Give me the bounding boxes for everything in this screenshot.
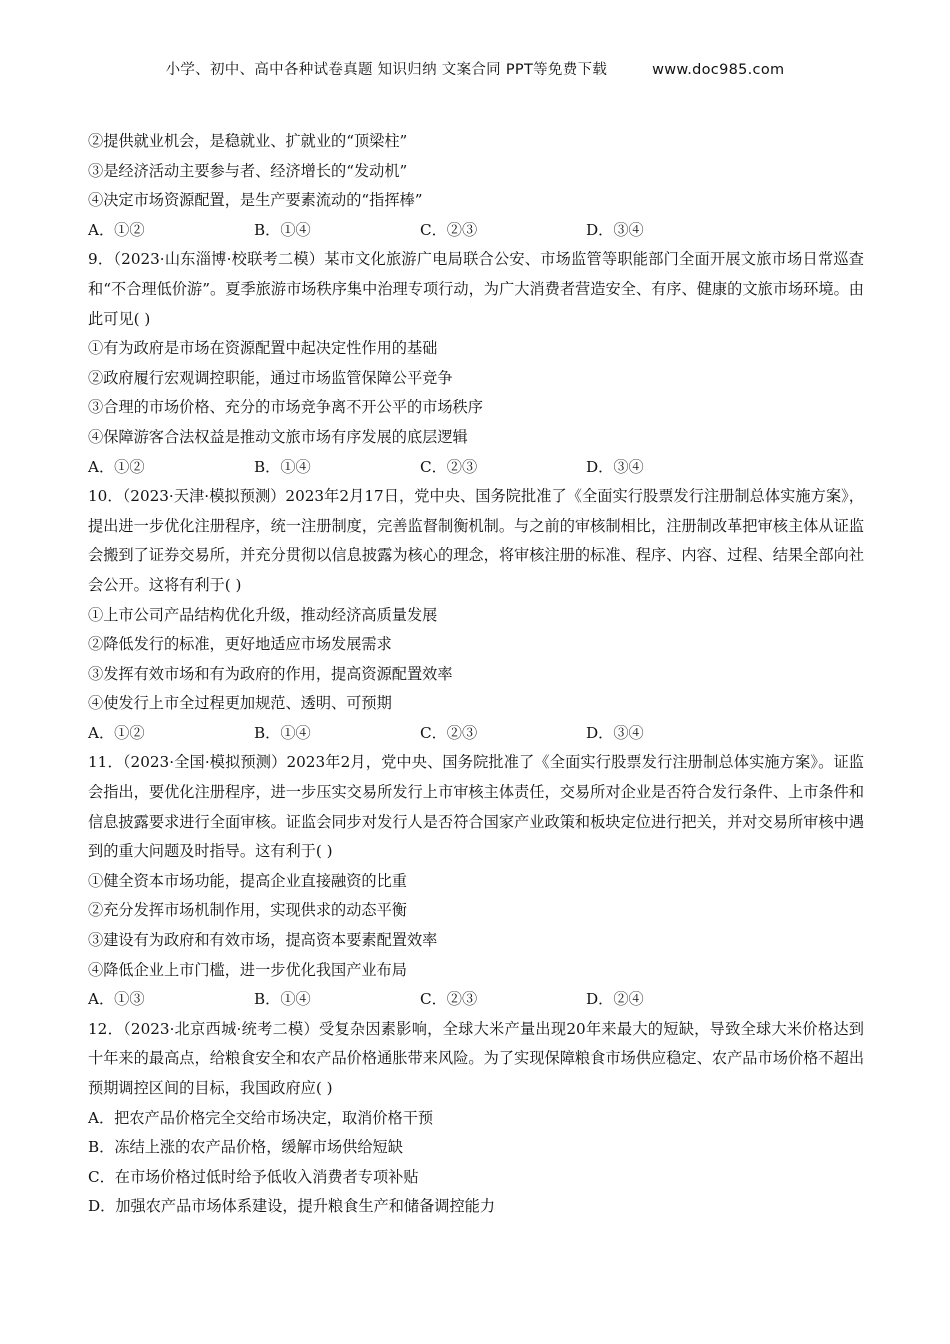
option-b: B．冻结上涨的农产品价格，缓解市场供给短缺 [88,1138,403,1157]
header-title: 小学、初中、高中各种试卷真题 知识归纳 文案合同 PPT等免费下载 [165,62,608,78]
statement: ④降低企业上市门槛，进一步优化我国产业布局 [88,960,407,979]
option-a: A．把农产品价格完全交给市场决定，取消价格干预 [88,1108,434,1127]
question-12-block [88,1015,864,1222]
question-9-block [88,245,864,482]
question-stem: 9．（2023·山东淄博·校联考二模）某市文化旅游广电局联合公安、市场监管等职能部门全面开展文旅市场日常巡查和“不合理低价游”。夏季旅游市场秩序集中治理专项行动，为广大消费者营造安全、有序、健康的文旅市场环境。由此可见( ) [88,250,864,328]
option-a: A．①② [88,723,145,742]
option-a: A．①③ [88,990,145,1009]
question-stem: 10．（2023·天津·模拟预测）2023年2月17日，党中央、国务院批准了《全面实行股票发行注册制总体实施方案》，提出进一步优化注册程序，统一注册制度，完善监督制衡机制。与之前的审核制相比，注册制改革把审核主体从证监会搬到了证券交易所，并充分贯彻以信息披露为核心的理念，将审核注册的标准、程序、内容、过程、结果全部向社会公开。这将有利于( ) [88,487,864,594]
question-stem: 12．（2023·北京西城·统考二模）受复杂因素影响，全球大米产量出现20年来最大的短缺，导致全球大米价格达到十年来的最高点，给粮食安全和农产品价格通胀带来风险。为了实现保障粮食市场供应稳定、农产品市场价格不超出预期调控区间的目标，我国政府应( ) [88,1019,864,1097]
question-11-block [88,748,864,1014]
statement: ④保障游客合法权益是推动文旅市场有序发展的底层逻辑 [88,427,468,446]
option-d: D．③④ [586,220,644,239]
option-a: A．①② [88,220,145,239]
question-stem: 11．（2023·全国·模拟预测）2023年2月，党中央、国务院批准了《全面实行股票发行注册制总体实施方案》。证监会指出，要优化注册程序，进一步压实交易所发行上市审核主体责任，交易所对企业是否符合发行条件、上市条件和信息披露要求进行全面审核。证监会同步对发行人是否符合国家产业政策和板块定位进行把关，并对交易所审核中遇到的重大问题及时指导。这有利于( ) [88,753,864,861]
statement: ②政府履行宏观调控职能，通过市场监管保障公平竞争 [88,368,453,387]
option-c: C．②③ [420,220,478,239]
answer-options [88,453,864,483]
answer-options [88,985,864,1015]
statement: ③建设有为政府和有效市场，提高资本要素配置效率 [88,931,438,950]
option-c: C．②③ [420,457,478,476]
page-header [0,58,950,79]
statement: ③发挥有效市场和有为政府的作用，提高资源配置效率 [88,664,453,683]
statement: ②降低发行的标准，更好地适应市场发展需求 [88,635,392,654]
header-url[interactable]: www.doc985.com [652,62,785,78]
option-b: B．①④ [254,990,311,1009]
statement: ②充分发挥市场机制作用，实现供求的动态平衡 [88,901,407,920]
statement: ①有为政府是市场在资源配置中起决定性作用的基础 [88,339,438,358]
statement: ②提供就业机会，是稳就业、扩就业的“顶梁柱” [88,132,408,150]
statement: ④决定市场资源配置，是生产要素流动的“指挥棒” [88,191,423,210]
answer-options [88,719,864,749]
question-8-block [88,127,864,245]
option-d: D．加强农产品市场体系建设，提升粮食生产和储备调控能力 [88,1197,496,1216]
question-content [88,127,864,1222]
option-c: C．②③ [420,990,478,1009]
option-b: B．①④ [254,723,311,742]
question-10-block [88,482,864,748]
statement: ③合理的市场价格、充分的市场竞争离不开公平的市场秩序 [88,398,483,417]
answer-options [88,216,864,246]
option-c: C．在市场价格过低时给予低收入消费者专项补贴 [88,1167,419,1186]
statement: ①健全资本市场功能，提高企业直接融资的比重 [88,871,407,890]
statement: ④使发行上市全过程更加规范、透明、可预期 [88,694,392,713]
option-d: D．③④ [586,457,644,476]
option-c: C．②③ [420,723,478,742]
option-b: B．①④ [254,220,311,239]
option-b: B．①④ [254,457,311,476]
statement: ①上市公司产品结构优化升级，推动经济高质量发展 [88,605,438,624]
option-a: A．①② [88,457,145,476]
option-d: D．②④ [586,990,644,1009]
statement: ③是经济活动主要参与者、经济增长的“发动机” [88,161,408,180]
option-d: D．③④ [586,723,644,742]
